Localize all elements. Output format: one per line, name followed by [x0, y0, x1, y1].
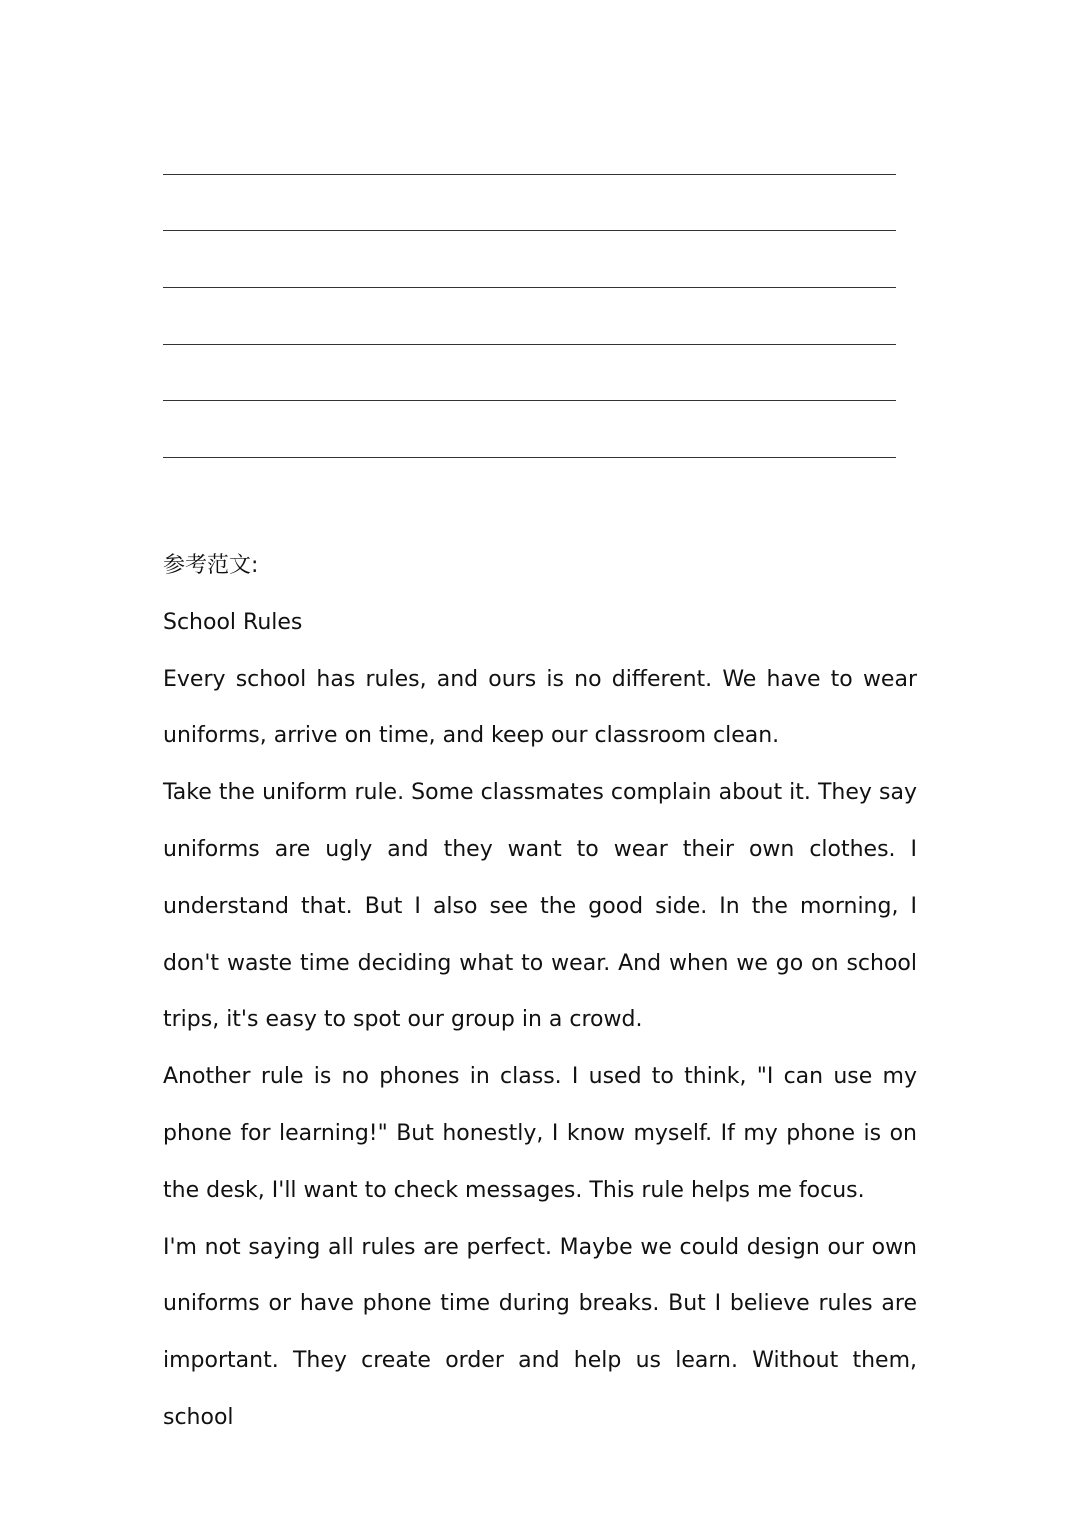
answer-line: [163, 230, 896, 231]
essay-title: School Rules: [163, 609, 303, 635]
sample-essay: [163, 538, 917, 1447]
essay-paragraph: Another rule is no phones in class. I used to think, "I can use my phone for learning!" But honestly, I know myself. If my phone is on the desk, I'll want to check messages. This rule helps me focus.: [163, 1064, 917, 1203]
answer-line: [163, 400, 896, 401]
essay-paragraph: Take the uniform rule. Some classmates complain about it. They say uniforms are ugly and they want to wear their own clothes. I understand that. But I also see the good side. In the morning, I don't waste time deciding what to wear. And when we go on school trips, it's easy to spot our group in a crowd.: [163, 780, 917, 1033]
essay-paragraph: I'm not saying all rules are perfect. Maybe we could design our own uniforms or have phone time during breaks. But I believe rules are important. They create order and help us learn. Without them, school: [163, 1234, 917, 1430]
sample-essay-label: 参考范文:: [163, 553, 259, 578]
essay-paragraph: Every school has rules, and ours is no different. We have to wear uniforms, arrive on time, and keep our classroom clean.: [163, 666, 917, 749]
answer-line: [163, 174, 896, 175]
answer-line: [163, 344, 896, 345]
answer-line: [163, 457, 896, 458]
answer-line: [163, 287, 896, 288]
